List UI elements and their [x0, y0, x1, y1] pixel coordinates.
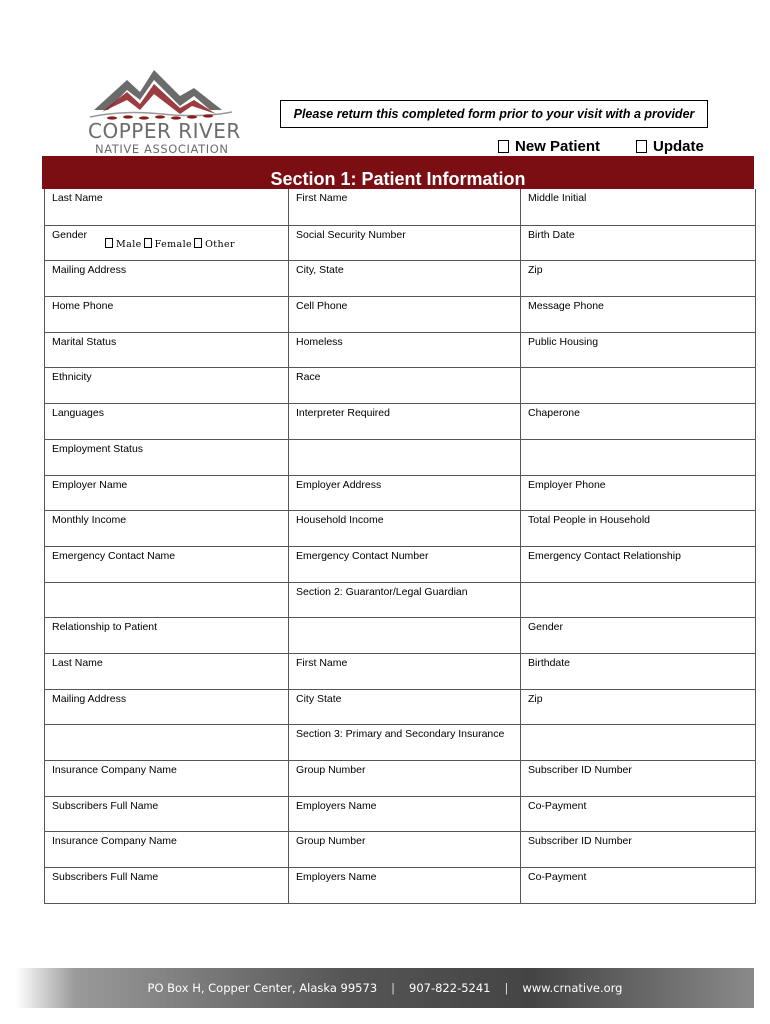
form-field-cell[interactable] [521, 226, 755, 261]
form-field-cell[interactable] [289, 476, 521, 511]
form-field-cell[interactable] [45, 333, 289, 368]
form-field-cell[interactable] [45, 297, 289, 332]
form-field-label: Employer Phone [528, 478, 606, 491]
new-patient-option[interactable] [498, 138, 600, 155]
form-field-cell[interactable] [521, 333, 755, 368]
form-field-label: Relationship to Patient [52, 621, 158, 634]
form-row [45, 582, 755, 618]
patient-form-table [44, 189, 756, 904]
form-field-cell[interactable] [521, 547, 755, 582]
form-field-label: Section 2: Guarantor/Legal Guardian [296, 585, 468, 598]
footer-website[interactable]: www.crnative.org [522, 981, 623, 995]
form-row [45, 510, 755, 546]
form-field-cell[interactable] [289, 725, 521, 760]
form-row [45, 689, 755, 725]
form-field-label: First Name [296, 192, 348, 204]
form-field-cell[interactable] [521, 583, 755, 618]
form-field-cell[interactable] [45, 761, 289, 796]
logo-title: COPPER RIVER [88, 119, 241, 143]
form-field-cell[interactable] [45, 583, 289, 618]
form-field-cell[interactable] [45, 547, 289, 582]
logo-subtitle: NATIVE ASSOCIATION [95, 142, 229, 156]
form-field-cell[interactable] [521, 189, 755, 225]
form-field-cell[interactable] [45, 725, 289, 760]
gender-checkbox[interactable] [194, 238, 202, 248]
form-field-cell[interactable] [521, 440, 755, 475]
form-field-label: Homeless [296, 335, 343, 348]
form-field-cell[interactable] [289, 797, 521, 832]
form-field-cell[interactable] [521, 261, 755, 296]
form-field-cell[interactable] [45, 261, 289, 296]
form-field-cell[interactable] [45, 368, 289, 403]
form-row [45, 724, 755, 760]
form-field-cell[interactable] [289, 583, 521, 618]
form-field-cell[interactable] [289, 404, 521, 439]
form-field-cell[interactable] [521, 618, 755, 653]
form-row [45, 367, 755, 403]
form-field-cell[interactable] [45, 226, 289, 261]
form-field-cell[interactable] [289, 333, 521, 368]
form-field-cell[interactable] [289, 868, 521, 903]
form-field-label: Insurance Company Name [52, 764, 177, 776]
form-field-cell[interactable] [289, 761, 521, 796]
form-field-label: Emergency Contact Number [296, 549, 429, 562]
form-field-label: Section 3: Primary and Secondary Insurance [296, 728, 505, 741]
form-row [45, 546, 755, 582]
form-field-cell[interactable] [45, 511, 289, 546]
form-field-label: Zip [528, 692, 543, 705]
form-field-label: Emergency Contact Relationship [528, 549, 681, 562]
form-field-cell[interactable] [289, 511, 521, 546]
form-field-label: Group Number [296, 764, 366, 776]
form-field-label: First Name [296, 656, 348, 669]
footer-phone: 907-822-5241 [409, 981, 491, 995]
form-field-label: Employment Status [52, 442, 144, 455]
form-field-cell[interactable] [521, 404, 755, 439]
section-1-title: Section 1: Patient Information [270, 169, 526, 189]
form-field-label: Subscriber ID Number [528, 835, 632, 848]
form-field-cell[interactable] [289, 547, 521, 582]
section-1-banner [42, 156, 754, 189]
form-field-cell[interactable] [521, 690, 755, 725]
form-field-label: Cell Phone [296, 300, 348, 313]
form-field-label: Last Name [52, 192, 103, 204]
form-field-cell[interactable] [289, 261, 521, 296]
form-row [45, 867, 755, 903]
gender-option-label: Other [205, 238, 235, 250]
form-field-cell[interactable] [45, 832, 289, 867]
form-field-cell[interactable] [521, 725, 755, 760]
form-field-cell[interactable] [45, 868, 289, 903]
form-field-label: Gender [528, 621, 564, 634]
form-field-label: Languages [52, 407, 104, 420]
update-checkbox[interactable] [636, 140, 647, 153]
form-row [45, 225, 755, 261]
form-field-label: Social Security Number [296, 228, 406, 241]
form-row [45, 796, 755, 832]
form-field-label: Employers Name [296, 871, 377, 884]
form-field-label: City State [296, 692, 342, 705]
form-field-cell[interactable] [521, 368, 755, 403]
gender-options [103, 238, 235, 250]
return-notice: Please return this completed form prior to your visit with a provider [280, 100, 708, 128]
form-field-cell[interactable] [289, 368, 521, 403]
form-field-label: Home Phone [52, 300, 114, 313]
form-field-label: Total People in Household [528, 514, 651, 527]
new-patient-checkbox[interactable] [498, 140, 509, 153]
form-field-cell[interactable] [45, 440, 289, 475]
form-field-label: Ethnicity [52, 371, 92, 384]
form-row [45, 439, 755, 475]
update-label: Update [653, 138, 704, 155]
form-field-label: Message Phone [528, 300, 604, 313]
form-field-cell[interactable] [521, 797, 755, 832]
form-field-cell[interactable] [289, 654, 521, 689]
form-field-label: Mailing Address [52, 264, 127, 277]
form-field-cell[interactable] [521, 761, 755, 796]
form-field-cell[interactable] [45, 404, 289, 439]
new-patient-label: New Patient [515, 138, 601, 155]
form-field-label: Birthdate [528, 656, 571, 669]
form-field-label: Co-Payment [528, 799, 587, 812]
form-row [45, 831, 755, 867]
update-option[interactable] [636, 138, 704, 155]
footer-address: PO Box H, Copper Center, Alaska 99573 [147, 981, 378, 995]
form-field-cell[interactable] [45, 690, 289, 725]
form-field-label: Interpreter Required [296, 407, 390, 420]
form-field-cell[interactable] [289, 832, 521, 867]
footer-separator: | [504, 981, 509, 995]
form-field-label: City, State [296, 264, 344, 277]
form-field-cell[interactable] [289, 440, 521, 475]
form-row [45, 653, 755, 689]
form-row [45, 475, 755, 511]
form-row [45, 760, 755, 796]
form-field-label: Employer Name [52, 478, 128, 491]
form-field-cell[interactable] [521, 297, 755, 332]
form-field-cell[interactable] [289, 189, 521, 225]
form-field-label: Middle Initial [528, 192, 587, 204]
form-field-label: Marital Status [52, 335, 117, 348]
form-field-label: Household Income [296, 514, 384, 527]
form-field-label: Monthly Income [52, 514, 127, 527]
form-field-label: Group Number [296, 835, 366, 848]
form-field-label: Subscriber ID Number [528, 764, 632, 776]
gender-option-label: Male [116, 238, 142, 250]
form-field-label: Chaperone [528, 407, 580, 420]
form-field-cell[interactable] [45, 189, 289, 225]
form-field-label: Insurance Company Name [52, 835, 177, 848]
gender-checkbox[interactable] [105, 238, 113, 248]
form-row [45, 189, 755, 225]
form-field-cell[interactable] [521, 654, 755, 689]
form-field-cell[interactable] [289, 297, 521, 332]
form-field-cell[interactable] [289, 618, 521, 653]
form-field-cell[interactable] [45, 618, 289, 653]
footer-separator: | [391, 981, 396, 995]
form-field-label: Last Name [52, 656, 103, 669]
form-field-label: Gender [52, 228, 88, 241]
form-row [45, 296, 755, 332]
form-field-cell[interactable] [45, 797, 289, 832]
gender-option-label: Female [154, 238, 193, 250]
footer-bar [16, 968, 754, 1008]
form-field-label: Public Housing [528, 335, 599, 348]
form-field-cell[interactable] [521, 511, 755, 546]
form-field-label: Employers Name [296, 799, 377, 812]
form-field-cell[interactable] [289, 226, 521, 261]
form-field-cell[interactable] [45, 654, 289, 689]
form-field-label: Emergency Contact Name [52, 549, 176, 562]
form-field-label: Co-Payment [528, 871, 587, 884]
form-field-label: Employer Address [296, 478, 382, 491]
form-field-cell[interactable] [45, 476, 289, 511]
form-field-label: Race [296, 371, 321, 384]
form-row [45, 617, 755, 653]
form-field-label: Subscribers Full Name [52, 799, 159, 812]
form-field-label: Subscribers Full Name [52, 871, 159, 884]
form-row [45, 403, 755, 439]
form-field-cell[interactable] [521, 832, 755, 867]
form-field-label: Mailing Address [52, 692, 127, 705]
form-field-cell[interactable] [521, 868, 755, 903]
form-row [45, 332, 755, 368]
gender-checkbox[interactable] [144, 238, 152, 248]
form-field-label: Zip [528, 264, 543, 277]
form-field-label: Birth Date [528, 228, 575, 241]
form-field-cell[interactable] [521, 476, 755, 511]
form-row [45, 260, 755, 296]
form-field-cell[interactable] [289, 690, 521, 725]
